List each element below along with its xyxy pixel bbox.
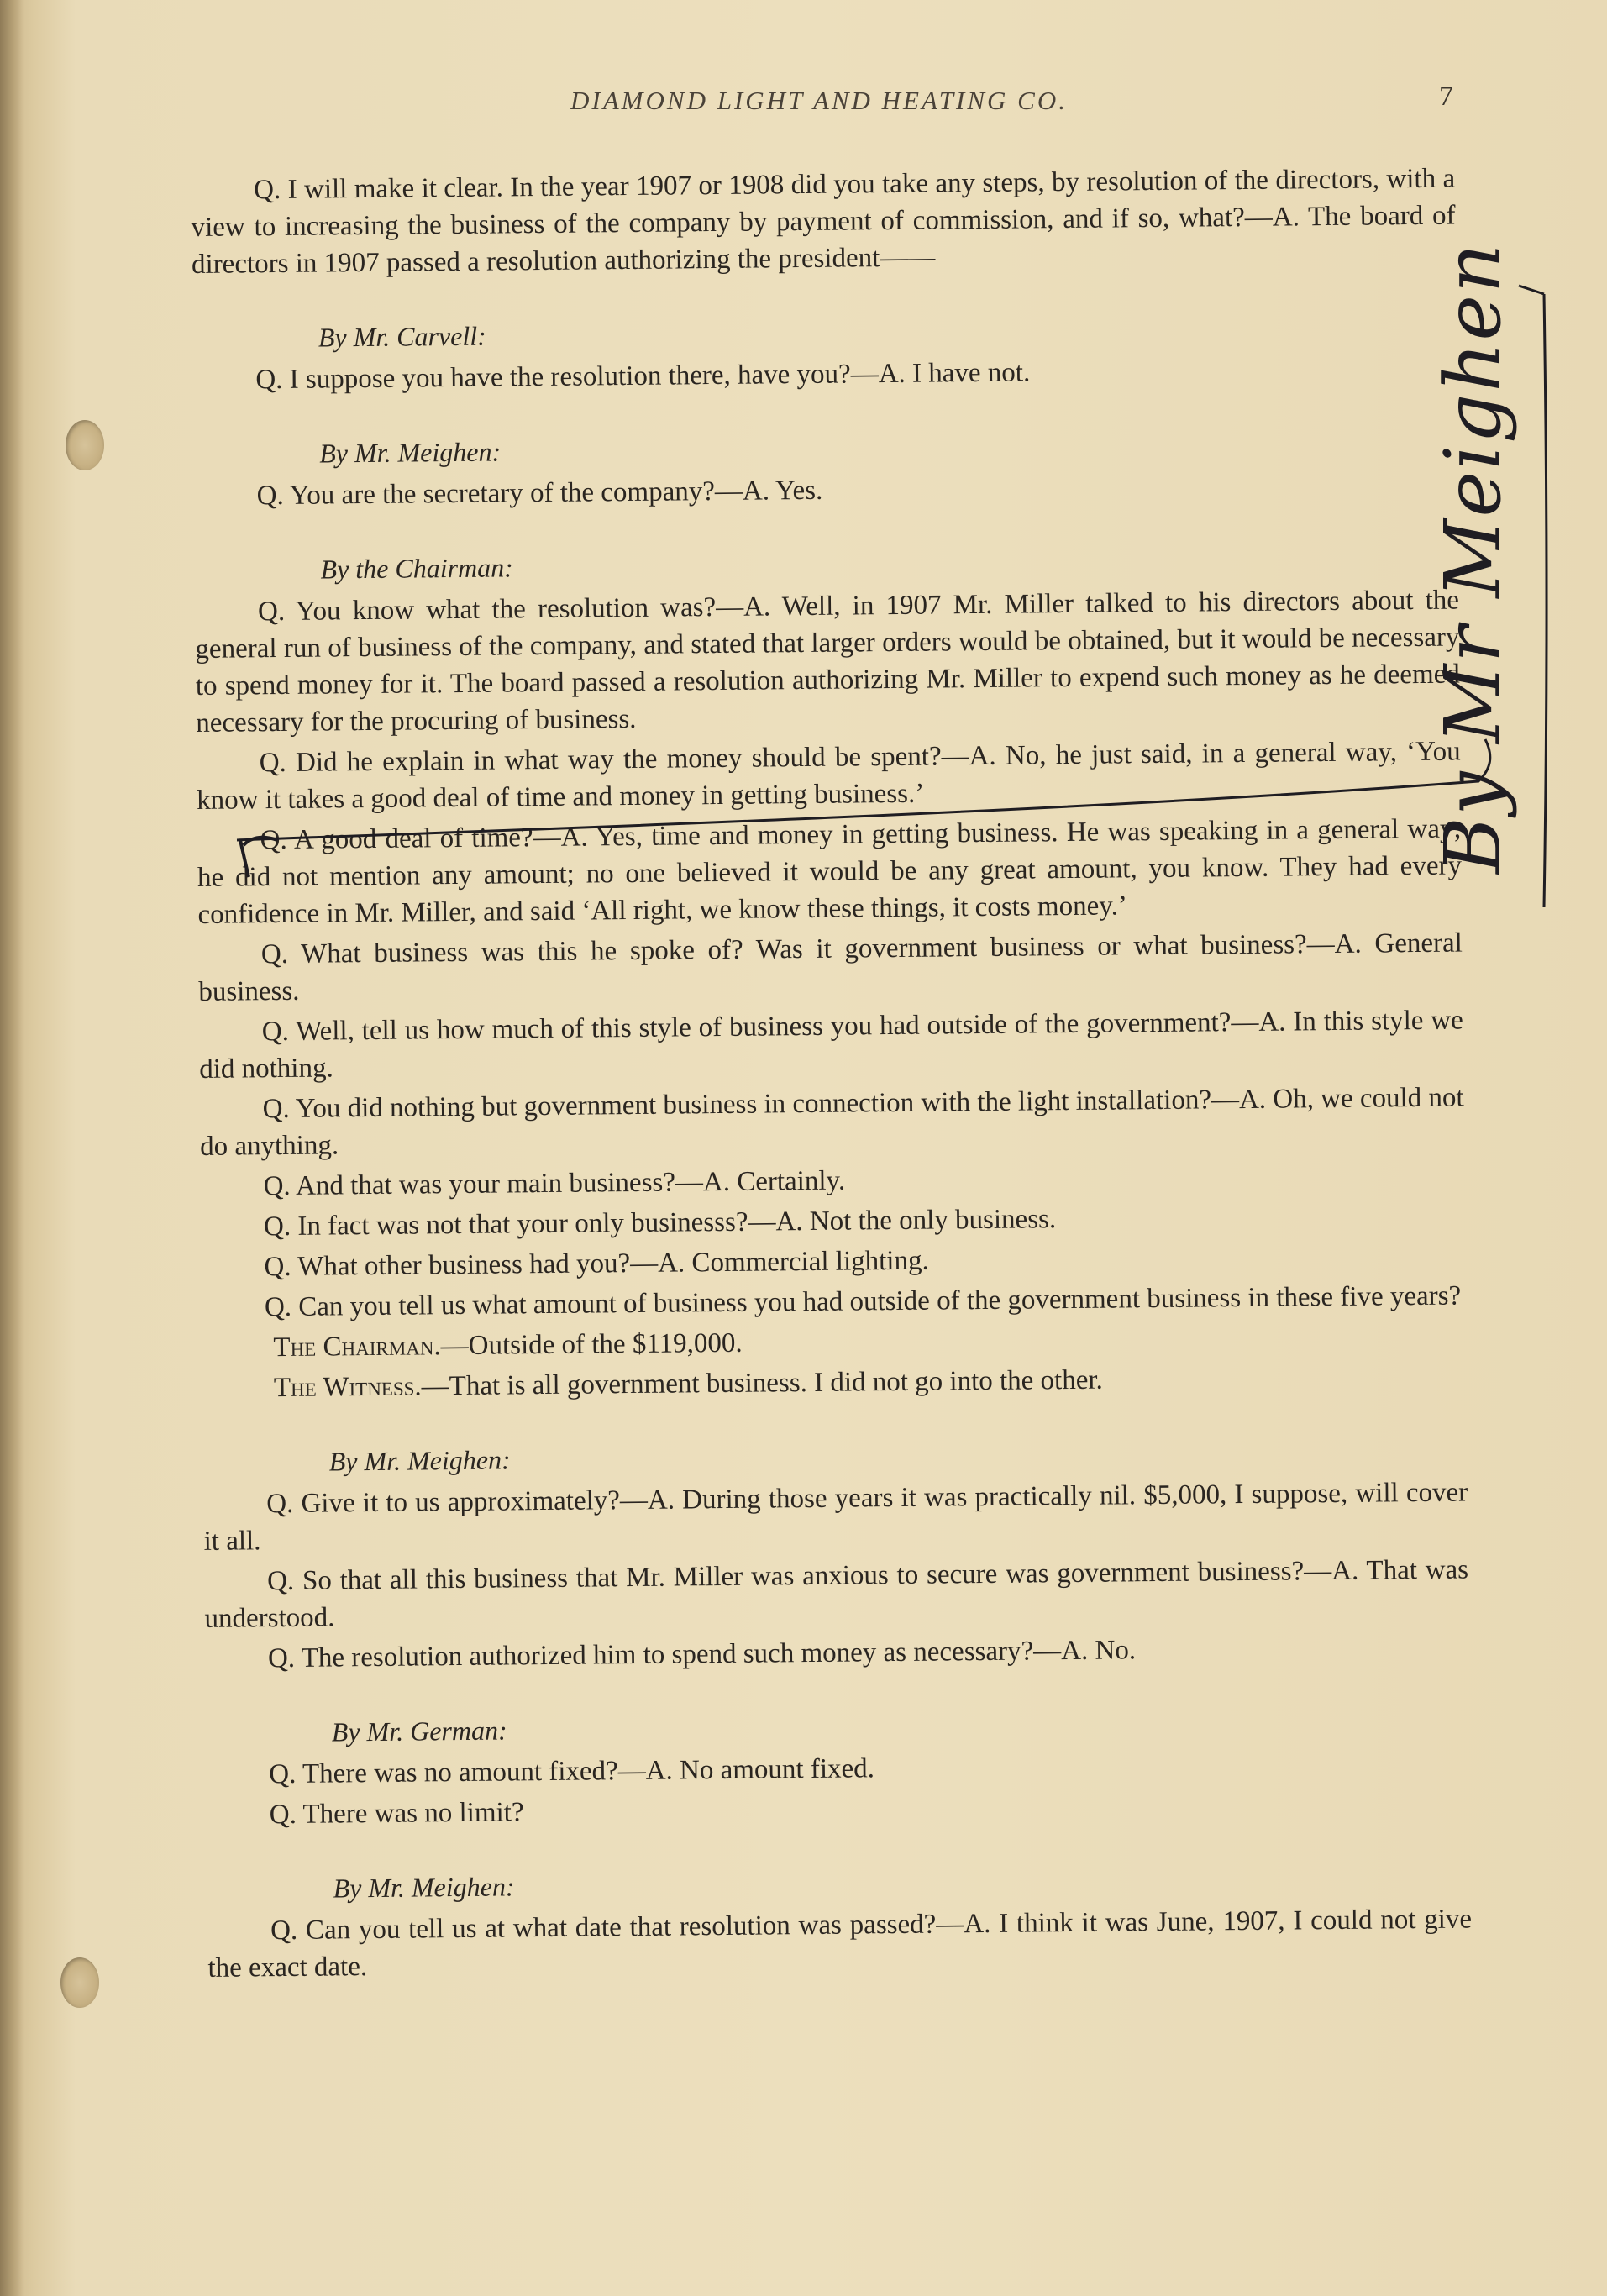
statement-text: —That is all government business. I did not go into the other.	[421, 1364, 1104, 1402]
question-answer-paragraph: Q. Can you tell us what amount of business you had outside of the government business in these five years?	[264, 1280, 1462, 1323]
punch-hole-bottom	[60, 1957, 99, 2008]
question-answer-paragraph: Q. I suppose you have the resolution there, have you?—A. I have not.	[255, 357, 1031, 396]
question-answer-paragraph: Q. There was no amount fixed?—A. No amount fixed.	[269, 1753, 875, 1790]
question-answer-paragraph: Q. You are the secretary of the company?—A. Yes.	[256, 475, 823, 512]
punch-hole-top	[66, 420, 104, 470]
question-answer-paragraph: Q. A good deal of time?—A. Yes, time and money in getting business. He was speaking in a general way; he did not mention any amount; no one believed it would be any great amount, you know. They had every confidence in Mr. Miller, and said ‘All right, we know these things, it costs money.’	[197, 813, 1463, 930]
speaker-heading: By Mr. Meighen:	[319, 436, 502, 469]
statement-paragraph	[202, 1358, 1467, 1406]
running-head: DIAMOND LIGHT AND HEATING CO.	[570, 86, 1068, 115]
speaker-heading: By Mr. Meighen:	[333, 1871, 515, 1904]
statement-text: —Outside of the $119,000.	[440, 1327, 743, 1362]
question-answer-paragraph: Q. You did nothing but government business in connection with the light installation?—A. Oh, we could not do anything.	[199, 1082, 1464, 1162]
page-number: 7	[1439, 81, 1453, 112]
handwritten-note: By Mr Meighen	[1428, 241, 1518, 874]
margin-bracket-line	[1519, 286, 1547, 907]
statement-speaker: The Chairman.	[273, 1331, 441, 1363]
question-answer-paragraph: Q. I will make it clear. In the year 1907 or 1908 did you take any steps, by resolution of the directors, with a view to increasing the business of the company by payment of commission, and if so, what?—A. The board of directors in 1907 passed a resolution authorizing the president——	[191, 163, 1456, 280]
speaker-heading: By Mr. Carvell:	[318, 320, 487, 353]
page-header	[185, 81, 1453, 131]
question-answer-paragraph: Q. What other business had you?—A. Commercial lighting.	[264, 1245, 929, 1283]
speaker-heading: By Mr. German:	[331, 1715, 507, 1747]
question-answer-paragraph: Q. In fact was not that your only businesss?—A. Not the only business.	[263, 1204, 1057, 1243]
statement-speaker: The Witness.	[273, 1371, 422, 1404]
question-answer-paragraph: Q. You know what the resolution was?—A. Well, in 1907 Mr. Miller talked to his directors about the general run of business of the company, and stated that larger orders would be obtained, but it would be necessary to spend money for it. The board passed a resolution authorizing Mr. Miller to expend such money as he deemed necessary for the procuring of business.	[195, 585, 1460, 738]
question-answer-paragraph: Q. The resolution authorized him to spend such money as necessary?—A. No.	[267, 1635, 1137, 1674]
page-binding-edge	[0, 0, 24, 2296]
question-answer-paragraph: Q. What business was this he spoke of? Was it government business or what business?—A. General business.	[198, 927, 1463, 1007]
question-answer-paragraph: Q. Can you tell us at what date that resolution was passed?—A. I think it was June, 1907, I could not give the exact date.	[207, 1904, 1473, 1983]
transcript-body	[191, 160, 1473, 1987]
question-answer-paragraph: Q. And that was your main business?—A. Certainly.	[263, 1165, 846, 1202]
question-answer-paragraph: Q. Give it to us approximately?—A. During those years it was practically nil. $5,000, I suppose, will cover it all.	[203, 1477, 1468, 1557]
question-answer-paragraph: Q. So that all this business that Mr. Miller was anxious to secure was government business?—A. That was understood.	[204, 1554, 1469, 1634]
speaker-heading: By the Chairman:	[320, 552, 514, 585]
speaker-heading: By Mr. Meighen:	[328, 1444, 511, 1477]
question-answer-paragraph: Q. Well, tell us how much of this style of business you had outside of the government?—A. In this style we did nothing.	[199, 1005, 1463, 1085]
question-answer-paragraph: Q. There was no limit?	[269, 1797, 524, 1831]
question-answer-paragraph: Q. Did he explain in what way the money should be spent?—A. No, he just said, in a general way, ‘You know it takes a good deal of time and money in getting business.’	[197, 736, 1461, 816]
